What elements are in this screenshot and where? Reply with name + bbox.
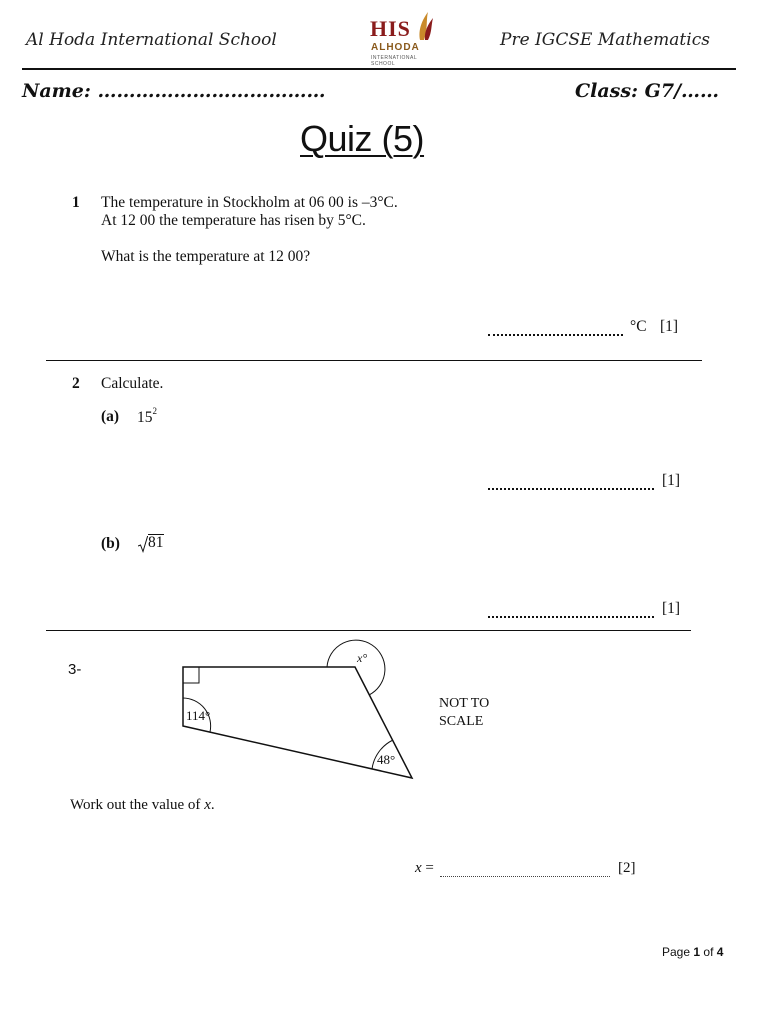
q2b-marks: [1] xyxy=(662,600,681,617)
page-word: Page xyxy=(662,945,691,959)
q3-answer-equals: = xyxy=(421,860,434,876)
q2a-label: (a) xyxy=(101,408,120,425)
q3-prompt-end: . xyxy=(210,797,215,813)
q1-marks: [1] xyxy=(660,318,679,335)
q2a-base: 15 xyxy=(137,409,153,427)
q2b-radicand: 81 xyxy=(148,534,164,551)
q1-line2: At 12 00 the temperature has risen by 5°C. xyxy=(101,212,366,229)
q3-marks: [2] xyxy=(618,860,636,876)
not-to-scale-line1: NOT TO xyxy=(439,696,490,711)
angle-48-label: 48° xyxy=(377,752,396,767)
angle-114-label: 114° xyxy=(186,708,211,723)
q2b-label: (b) xyxy=(101,535,120,552)
not-to-scale-line2: SCALE xyxy=(439,714,484,729)
page-number xyxy=(662,945,723,959)
angle-x-label: x° xyxy=(357,651,368,665)
name-field-label: Name: ……………………………… xyxy=(22,80,326,102)
logo-subtitle: ALHODA xyxy=(371,42,420,53)
q1-line1: The temperature in Stockholm at 06 00 is –3°C. xyxy=(101,194,398,211)
q3-answer-label xyxy=(415,860,434,877)
q3-prompt-text: Work out the value of xyxy=(70,797,205,813)
page-title: Quiz (5) xyxy=(300,118,425,159)
logo-subtitle-small: INTERNATIONAL SCHOOL xyxy=(371,55,417,67)
q2-number: 2 xyxy=(72,375,80,392)
q3-answer-variable: x xyxy=(415,860,422,876)
page-total: 4 xyxy=(716,945,724,959)
q1-question: What is the temperature at 12 00? xyxy=(101,248,311,265)
q2-prompt: Calculate. xyxy=(101,375,164,392)
school-name: Al Hoda International School xyxy=(26,30,277,50)
q3-prompt-variable: x xyxy=(204,797,211,813)
class-field-label: Class: G7/…… xyxy=(575,80,720,102)
q3-number: 3- xyxy=(68,661,82,678)
q3-answer-line[interactable] xyxy=(440,876,610,877)
q1-unit: °C xyxy=(630,318,647,335)
q2a-marks: [1] xyxy=(662,472,681,489)
q1-number: 1 xyxy=(72,194,80,211)
logo-text: HIS xyxy=(370,16,411,41)
q2a-exponent: 2 xyxy=(152,406,157,416)
course-name: Pre IGCSE Mathematics xyxy=(500,30,710,50)
q3-prompt xyxy=(70,797,215,814)
page-current: 1 xyxy=(693,945,701,959)
page-of: of xyxy=(703,945,714,959)
